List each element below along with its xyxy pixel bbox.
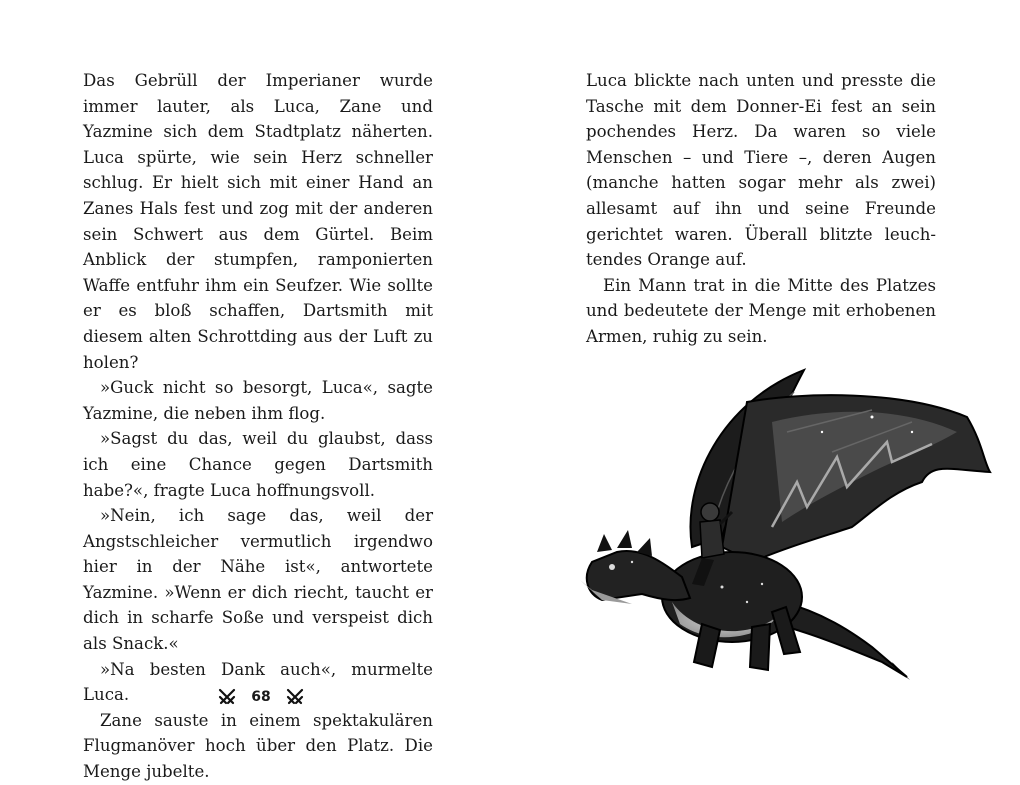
page-number: 68 [251,689,271,705]
paragraph: Zane sauste in einem spektakulären Flugmanöver hoch über den Platz. Die Menge jubelte. [83,710,433,782]
paragraph: Ein Mann trat in die Mitte des Platzes und bedeutete der Menge mit erhobenen Armen, ruhig zu sein. [586,275,936,346]
crossed-swords-icon [285,687,305,707]
dragon-illustration [572,362,992,692]
paragraph: »Nein, ich sage das, weil der Angstschleicher vermutlich irgendwo hier in der Nähe ist«, antwortete Yazmine. »Wenn er dich riecht, taucht er dich in scharfe Soße und verspeist dich als Snack.« [83,506,433,654]
paragraph: Das Gebrüll der Imperianer wurde immer lauter, als Luca, Zane und Yazmine sich dem Stadtplatz näherten. Luca spürte, wie sein Herz schneller schlug. Er hielt sich mit einer Hand an Zanes Hals fest und zog mit der anderen sein Schwert aus dem Gürtel. Beim Anblick der stumpfen, ramponierten Waffe entfuhr ihm ein Seufzer. Wie sollte er es bloß schaffen, Dartsmith mit diesem alten Schrottding aus der Luft zu holen? [83,71,433,372]
paragraph: Luca blickte nach unten und presste die Tasche mit dem Donner-Ei fest an sein pochendes Herz. Da waren so viele Menschen – und Tiere –, deren Augen (manche hatten sogar mehr als zwei) allesamt auf ihn und seine Freunde gerichtet waren. Überall blitzte leuchtendes Orange auf. [586,71,936,270]
paragraph: »Guck nicht so besorgt, Luca«, sagte Yazmine, die neben ihm flog. [83,378,433,423]
right-page-text [586,68,936,350]
left-page-text [83,68,433,785]
paragraph: »Na besten Dank auch«, murmelte Luca. [83,659,433,705]
page-footer [216,684,306,710]
crossed-swords-icon [217,687,237,707]
paragraph: »Sagst du das, weil du glaubst, dass ich eine Chance gegen Dartsmith habe?«, fragte Luca hoffnungsvoll. [83,429,433,500]
